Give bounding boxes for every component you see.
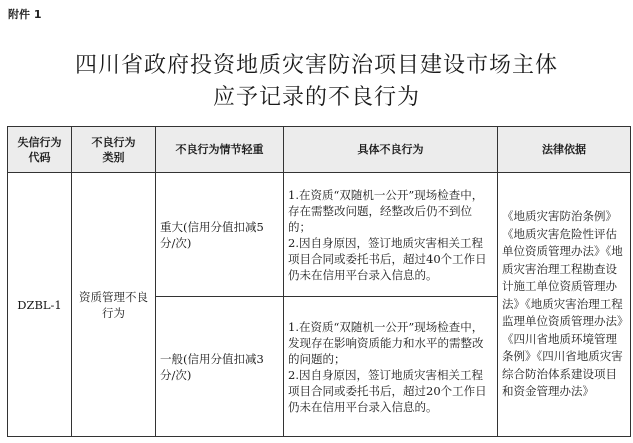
table-row (8, 173, 631, 297)
type-cell: 资质管理不良行为 (72, 173, 156, 437)
header-severity: 不良行为情节轻重 (156, 127, 284, 173)
header-type-line2: 类别 (102, 150, 125, 164)
code-cell: DZBL-1 (8, 173, 72, 437)
header-description: 具体不良行为 (284, 127, 498, 173)
header-type-line1: 不良行为 (91, 135, 136, 149)
law-cell: 《地质灾害防治条例》《地质灾害危险性评估单位资质管理办法》《地质灾害治理工程勘查设计施工单位资质管理办法》《地质灾害治理工程监理单位资质管理办法》《四川省地质环境管理条例》《四川省地质灾害综合防治体系建设项目和资金管理办法》 (498, 173, 631, 437)
bad-behavior-table (7, 126, 631, 437)
table-header-row (8, 127, 631, 173)
description-item: 1.在资质“双随机一公开”现场检查中，存在需整改问题，经整改后仍不到位的； (288, 187, 484, 234)
severity-cell-major: 重大(信用分值扣减5分/次) (156, 173, 284, 297)
header-code-line1: 失信行为 (17, 135, 62, 149)
description-cell-general (284, 297, 498, 437)
header-code (8, 127, 72, 173)
description-item: 2.因自身原因，签订地质灾害相关工程项目合同或委托书后，超过40个工作日仍未在信用平台录入信息的。 (288, 235, 487, 282)
header-code-line2: 代码 (28, 150, 51, 164)
header-type (72, 127, 156, 173)
severity-cell-general: 一般(信用分值扣减3分/次) (156, 297, 284, 437)
document-title-line1: 四川省政府投资地质灾害防治项目建设市场主体 (74, 53, 558, 78)
attachment-label: 附件 1 (8, 8, 42, 21)
document-title-line2: 应予记录的不良行为 (212, 85, 420, 110)
description-item: 2.因自身原因，签订地质灾害相关工程项目合同或委托书后，超过20个工作日仍未在信用平台录入信息的。 (288, 367, 487, 414)
header-law: 法律依据 (498, 127, 631, 173)
description-item: 1.在资质“双随机一公开”现场检查中，发现存在影响资质能力和水平的需整改的问题的； (288, 319, 484, 366)
description-cell-major (284, 173, 498, 297)
